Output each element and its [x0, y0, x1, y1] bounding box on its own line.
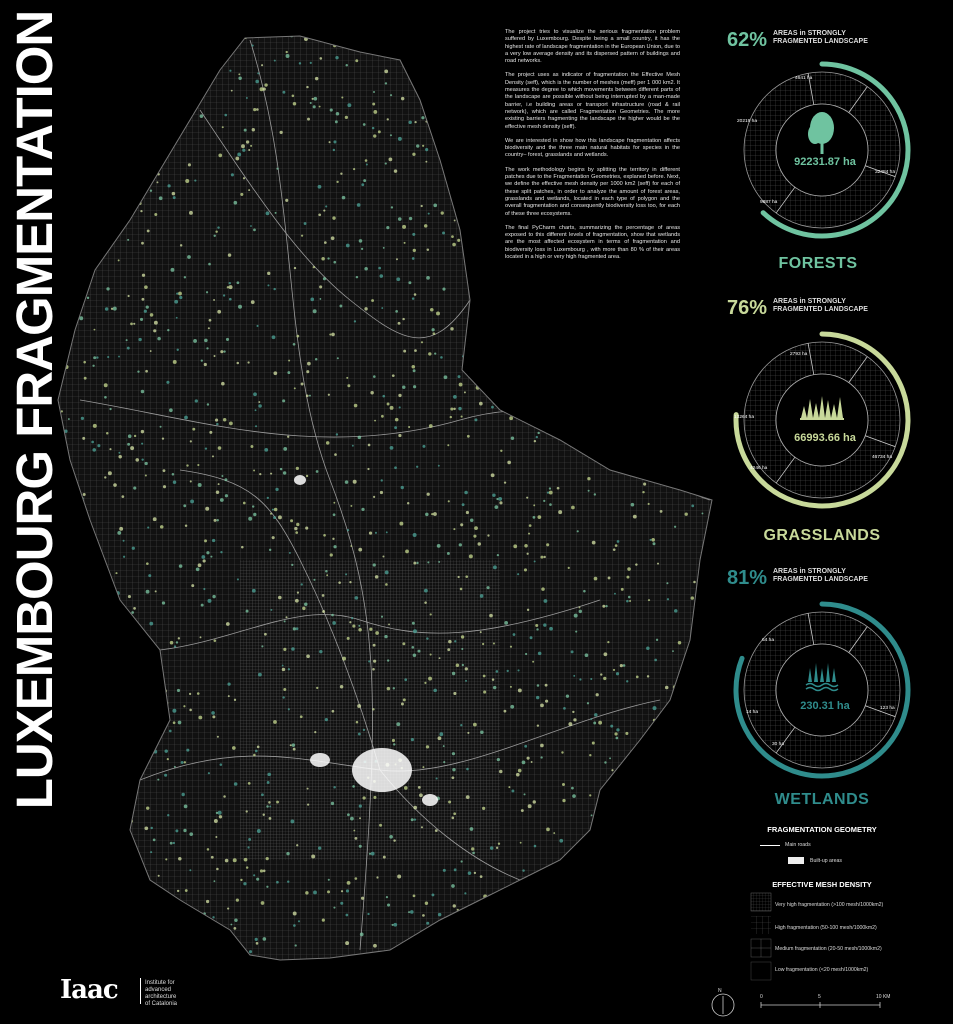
- intro-paragraph: The final PyCharm charts, summarizing the percentage of areas exposed to this different levels of fragmentation, show that wetlands are the most affected ecosystem in terms of fragmentation and biodiversity loss in Luxembourg , with more than 80 % of their areas located in a high or very high fragmented area.: [505, 224, 680, 261]
- grasslands-label: GRASSLANDS: [763, 527, 881, 544]
- forests-label: FORESTS: [778, 255, 858, 272]
- segment-label: 30 ha: [772, 742, 785, 747]
- segment-label: 20219 ha: [737, 119, 758, 124]
- segment-label: 14 ha: [746, 710, 759, 715]
- ring-center: [776, 644, 868, 736]
- intro-paragraph: The project tries to visualize the serious fragmentation problem suffered by Luxembourg. Despite being a small country, it has the highest rate of landscape fragmentation in the European Union, due to a very low average density and its dispersed pattern of buildings and road networks.: [505, 29, 680, 65]
- north-label: N: [718, 988, 722, 994]
- wetlands-label: WETLANDS: [774, 791, 870, 808]
- density-level-label: Low fragmentation (<20 mesh/1000km2): [775, 967, 869, 973]
- caption-line: FRAGMENTED LANDSCAPE: [773, 306, 868, 313]
- grasslands-caption: [773, 298, 868, 314]
- scale-label-10: 10 KM: [876, 994, 891, 1000]
- main-roads-swatch: [760, 845, 780, 846]
- caption-line: AREAS in STRONGLY: [773, 568, 846, 575]
- forests-percent: 62%: [727, 29, 768, 51]
- built-up-label: Built-up areas: [810, 858, 843, 864]
- wetlands-caption: [773, 568, 868, 584]
- segment-label: 9887 ha: [760, 200, 778, 205]
- intro-text: [505, 29, 680, 268]
- intro-paragraph: We are interested in show how this landscape fragmentation affects biodiversity and the three main natural habitats for species in the country– forest, grasslands and wetlands.: [505, 137, 680, 159]
- caption-line: AREAS in STRONGLY: [773, 298, 846, 305]
- north-arrow-icon: [710, 992, 736, 1018]
- caption-line: FRAGMENTED LANDSCAPE: [773, 38, 868, 45]
- grasslands-ring-chart: [730, 320, 920, 520]
- forests-caption: [773, 30, 868, 46]
- poster-title: LUXEMBOURG FRAGMENTATION: [6, 10, 63, 810]
- logo-line: architecture: [145, 994, 177, 1000]
- segment-label: 32484 ha: [875, 170, 896, 175]
- grasslands-percent: 76%: [727, 297, 768, 319]
- caption-line: FRAGMENTED LANDSCAPE: [773, 576, 868, 583]
- iaac-logo: Iaac: [60, 975, 118, 1005]
- segment-label: 46734 ha: [872, 455, 893, 460]
- built-up-swatch: [788, 857, 804, 864]
- main-roads-label: Main roads: [785, 842, 811, 848]
- logo-text: [145, 980, 177, 1008]
- segment-label: 13264 ha: [734, 415, 755, 420]
- density-swatches: [750, 892, 772, 982]
- grasslands-total: 66993.66 ha: [794, 432, 856, 444]
- density-level-label: Very high fragmentation (>100 mesh/1000km2): [775, 902, 884, 908]
- scale-label-0: 0: [760, 994, 763, 1000]
- logo-line: Institute for: [145, 980, 175, 986]
- intro-paragraph: The work methodology begins by splitting the territory in different patches due to the Fragmentation Geometries, explaned before. Next, we define the effective mesh density per 1000 km2 (seff) for each of these split patches, in order to analyze the amount of forest areas, grasslands and wetlands, located in each type of polygon and the overall fragmentation and consequently biodiversity loss too, for each of these three ecosystems.: [505, 166, 680, 217]
- segment-label: 4246 ha: [750, 466, 768, 471]
- segment-label: 64 ha: [762, 638, 775, 643]
- mesh-density-title: EFFECTIVE MESH DENSITY: [772, 880, 872, 889]
- scale-bar: [760, 1001, 900, 1009]
- caption-line: AREAS in STRONGLY: [773, 30, 846, 37]
- wetlands-total: 230.31 ha: [800, 700, 850, 712]
- segment-label: 2793 ha: [790, 352, 808, 357]
- forests-total: 92231.87 ha: [794, 156, 856, 168]
- fragmentation-geometry-title: FRAGMENTATION GEOMETRY: [767, 825, 877, 834]
- segment-label: 4641 ha: [795, 76, 813, 81]
- logo-line: of Catalonia: [145, 1001, 178, 1007]
- density-level-label: Medium fragmentation (20-50 mesh/1000km2): [775, 946, 882, 952]
- forests-ring-chart: [730, 50, 920, 250]
- density-level-label: High fragmentation (50-100 mesh/1000km2): [775, 925, 877, 931]
- intro-paragraph: The project uses as indicator of fragmentation the Effective Mesh Density (seff), which is the number of meshes (meff) per 1 000 km2. It measures the degree to which movements between different parts of the landscape are possible without being interrupted by a man-made barrier, i.e building areas or transport infrastructure (road & rail network), which are called Fragmentation Geometries. The more existing barriers fragmenting the landscape the higher would be the effective mesh density (seff).: [505, 72, 680, 130]
- segment-label: 123 ha: [880, 706, 895, 711]
- wetlands-percent: 81%: [727, 567, 768, 589]
- logo-divider: [140, 978, 141, 1004]
- logo-line: advanced: [145, 987, 172, 993]
- wetlands-ring-chart: [730, 590, 920, 790]
- scale-label-5: 5: [818, 994, 821, 1000]
